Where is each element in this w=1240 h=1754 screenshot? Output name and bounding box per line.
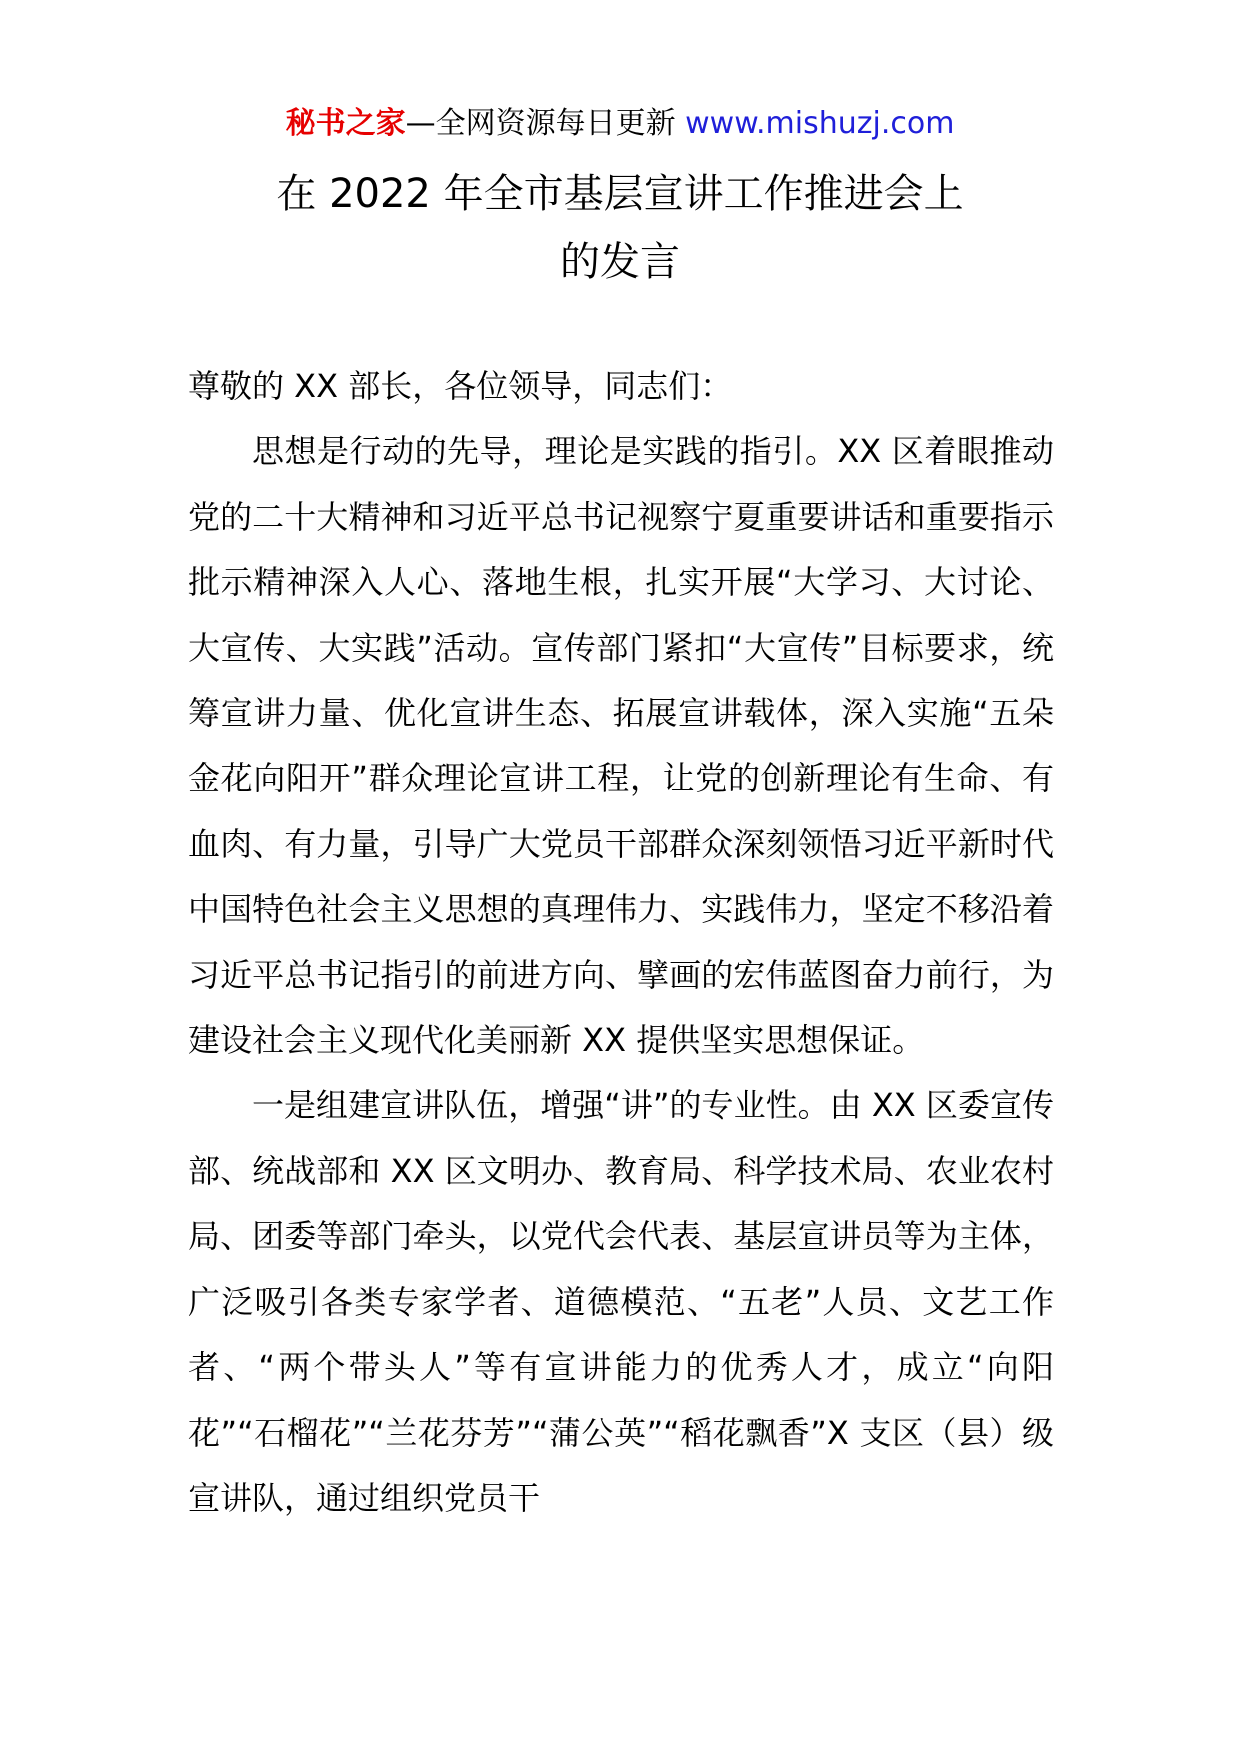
brand-name: 秘书之家 [285,106,406,141]
title-line-1: 在 2022 年全市基层宣讲工作推进会上 [276,171,964,217]
title-line-2: 的发言 [560,239,680,285]
document-title [0,160,1240,296]
salutation: 尊敬的 XX 部长，各位领导，同志们： [188,367,733,405]
site-url-link[interactable]: www.mishuzj.com [685,106,955,141]
site-header [0,98,1240,150]
paragraph-first-point: 一是组建宣讲队伍，增强“讲”的专业性。由 XX 区委宣传部、统战部和 XX 区文明办、教育局、科学技术局、农业农村局、团委等部门牵头，以党代会代表、基层宣讲员等为主体，广泛吸引各类专家学者、道德模范、“五老”人员、文艺工作者、“两个带头人”等有宣讲能力的优秀人才，成立“向阳花”“石榴花”“兰花芬芳”“蒲公英”“稻花飘香”X 支区（县）级宣讲队，通过组织党员干 [188,1086,1054,1517]
paragraph-intro: 思想是行动的先导，理论是实践的指引。XX 区着眼推动党的二十大精神和习近平总书记视察宁夏重要讲话和重要指示批示精神深入人心、落地生根，扎实开展“大学习、大讨论、大宣传、大实践”活动。宣传部门紧扣“大宣传”目标要求，统筹宣讲力量、优化宣讲生态、拓展宣讲载体，深入实施“五朵金花向阳开”群众理论宣讲工程，让党的创新理论有生命、有血肉、有力量，引导广大党员干部群众深刻领悟习近平新时代中国特色社会主义思想的真理伟力、实践伟力，坚定不移沿着习近平总书记指引的前进方向、擘画的宏伟蓝图奋力前行，为建设社会主义现代化美丽新 XX 提供坚实思想保证。 [188,432,1054,1060]
header-slogan: —全网资源每日更新 [405,106,676,141]
document-body [188,354,1054,1531]
